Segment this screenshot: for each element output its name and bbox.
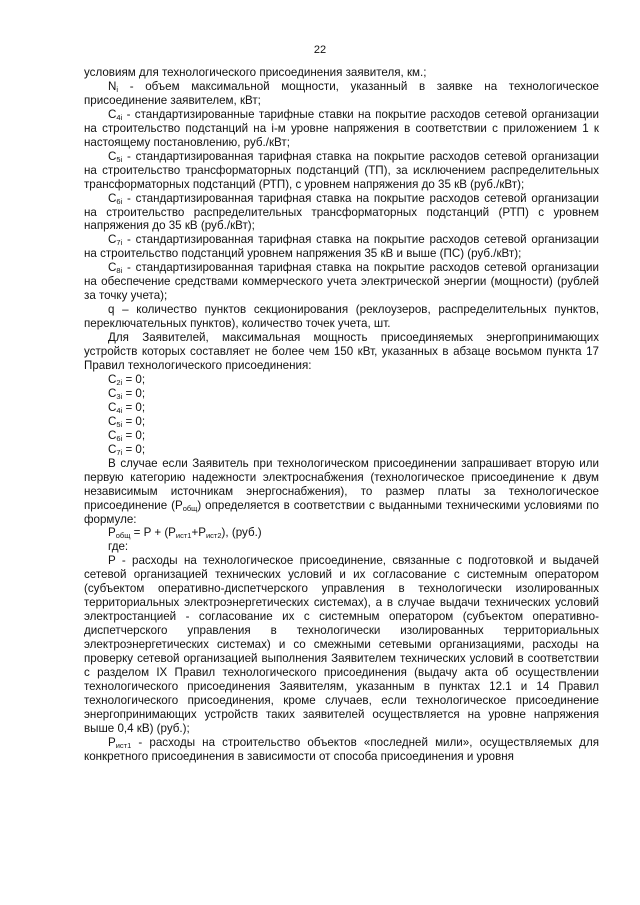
text-run: C <box>108 428 117 442</box>
subscript: 7i <box>116 238 123 248</box>
subscript: ист1 <box>175 531 192 541</box>
formula-line <box>84 429 599 443</box>
formula-line <box>84 415 599 429</box>
paragraph <box>84 192 599 234</box>
formula-line <box>84 387 599 401</box>
subscript: 6i <box>116 196 123 206</box>
subscript: 5i <box>116 154 123 164</box>
formula-line <box>84 443 599 457</box>
text-run: - расходы на строительство объектов «последней мили», осуществляемых для конкретного присоединения в зависимости от способа присоединения и уровня <box>84 735 599 763</box>
formula-line <box>84 401 599 415</box>
text-run: ) определяется в соответствии с выданными техническими условиями по формуле: <box>84 498 599 526</box>
subscript: общ <box>182 503 198 513</box>
text-run: Для Заявителей, максимальная мощность присоединяемых энергопринимающих устройств которых составляет не более чем 150 кВт, указанных в абзаце восьмом пункта 17 Правил технологического присоединения: <box>84 331 599 373</box>
text-run: +P <box>191 526 206 540</box>
text-run: - стандартизированная тарифная ставка на покрытие расходов сетевой организации на строительство трансформаторных подстанций (ТП), за исключением распределительных трансформаторных подстанций (РТП), с уровнем напряжения до 35 кВ (руб./кВт); <box>84 149 599 191</box>
text-run: P <box>108 735 116 749</box>
text-run: P - расходы на технологическое присоединение, связанные с подготовкой и выдачей сетевой организацией технических условий и их согласование с системным оператором (субъектом оперативно-диспетчерского управления в технологически изолированных территориальных электроэнергетических системах), а в случае выдачи технических условий электростанцией - согласование их с системным оператором (субъектом оперативно-диспетчерского управления в технологически изолированных территориальных электроэнергетических системах) и со смежными сетевыми организациями, расходы на проверку сетевой организацией выполнения Заявителем технических условий в соответствии с разделом IX Правил технологического присоединения (выдачу акта об осуществлении технологического присоединения Заявителям, указанным в пунктах 12.1 и 14 Правил технологического присоединения, кроме случаев, если технологическое присоединение энергопринимающих устройств таких заявителей осуществляется на уровне напряжения выше 0,4 кВ) (руб.); <box>84 554 599 735</box>
text-run: - стандартизированные тарифные ставки на покрытие расходов сетевой организации на строительство подстанций на i-м уровне напряжения в соответствии с приложением 1 к настоящему постановлению, руб./кВт; <box>84 107 599 149</box>
text-run: где: <box>108 540 129 554</box>
text-run: В случае если Заявитель при технологическом присоединении запрашивает вторую или первую категорию надежности электроснабжения (технологическое присоединение к двум независимым источникам энергоснабжения), то размер платы за технологическое присоединение (P <box>84 456 599 512</box>
paragraph <box>84 303 599 331</box>
text-run: = 0; <box>122 372 146 386</box>
subscript: 5i <box>116 419 123 429</box>
subscript: 3i <box>116 391 123 401</box>
text-run: - стандартизированная тарифная ставка на покрытие расходов сетевой организации на обеспечение средствами коммерческого учета электрической энергии (мощности) (рублей за точку учета); <box>84 261 599 303</box>
text-run: C <box>108 261 117 275</box>
paragraph <box>84 80 599 108</box>
subscript: общ <box>115 531 131 541</box>
page-number: 22 <box>313 44 327 56</box>
text-run: = P + (P <box>130 526 176 540</box>
text-run: = 0; <box>122 442 146 456</box>
formula-line <box>84 373 599 387</box>
paragraph <box>84 554 599 735</box>
subscript: ист1 <box>115 740 132 750</box>
text-run: C <box>108 386 117 400</box>
text-run: - стандартизированная тарифная ставка на покрытие расходов сетевой организации на строительство подстанций уровнем напряжения 35 кВ и выше (ПС) (руб./кВт); <box>84 233 599 261</box>
subscript: 4i <box>116 405 123 415</box>
text-run: C <box>108 400 117 414</box>
paragraph <box>84 66 599 80</box>
text-run: C <box>108 372 117 386</box>
text-run: C <box>108 107 117 121</box>
subscript: 7i <box>116 447 123 457</box>
subscript: i <box>116 84 119 94</box>
text-run: = 0; <box>122 414 146 428</box>
paragraph <box>84 331 599 373</box>
text-run: C <box>108 414 117 428</box>
subscript: 8i <box>116 266 123 276</box>
formula-line <box>84 540 599 554</box>
subscript: 2i <box>116 377 123 387</box>
text-run: N <box>108 79 117 93</box>
text-run: - стандартизированная тарифная ставка на покрытие расходов сетевой организации на строительство распределительных трансформаторных подстанций (РТП) с уровнем напряжения до 35 кВ (руб./кВт); <box>84 191 599 233</box>
text-run: C <box>108 149 117 163</box>
text-run: ), (руб.) <box>221 526 262 540</box>
text-run: C <box>108 442 117 456</box>
paragraph <box>84 261 599 303</box>
subscript: 6i <box>116 433 123 443</box>
paragraph <box>84 457 599 527</box>
text-run: C <box>108 191 117 205</box>
document-body <box>84 66 599 764</box>
text-run: C <box>108 233 117 247</box>
paragraph <box>84 736 599 764</box>
text-run: = 0; <box>122 428 146 442</box>
text-run: - объем максимальной мощности, указанный в заявке на технологическое присоединение заявителем, кВт; <box>84 79 599 107</box>
text-run: = 0; <box>122 400 146 414</box>
paragraph <box>84 233 599 261</box>
paragraph <box>84 150 599 192</box>
subscript: 4i <box>116 112 123 122</box>
formula-line <box>84 526 599 540</box>
text-run: условиям для технологического присоединения заявителя, км.; <box>84 66 427 79</box>
text-run: = 0; <box>122 386 146 400</box>
text-run: q – количество пунктов секционирования (реклоузеров, распределительных пунктов, переключательных пунктов), количество точек учета, шт. <box>84 303 599 331</box>
text-run: P <box>108 526 116 540</box>
paragraph <box>84 108 599 150</box>
subscript: ист2 <box>205 531 222 541</box>
